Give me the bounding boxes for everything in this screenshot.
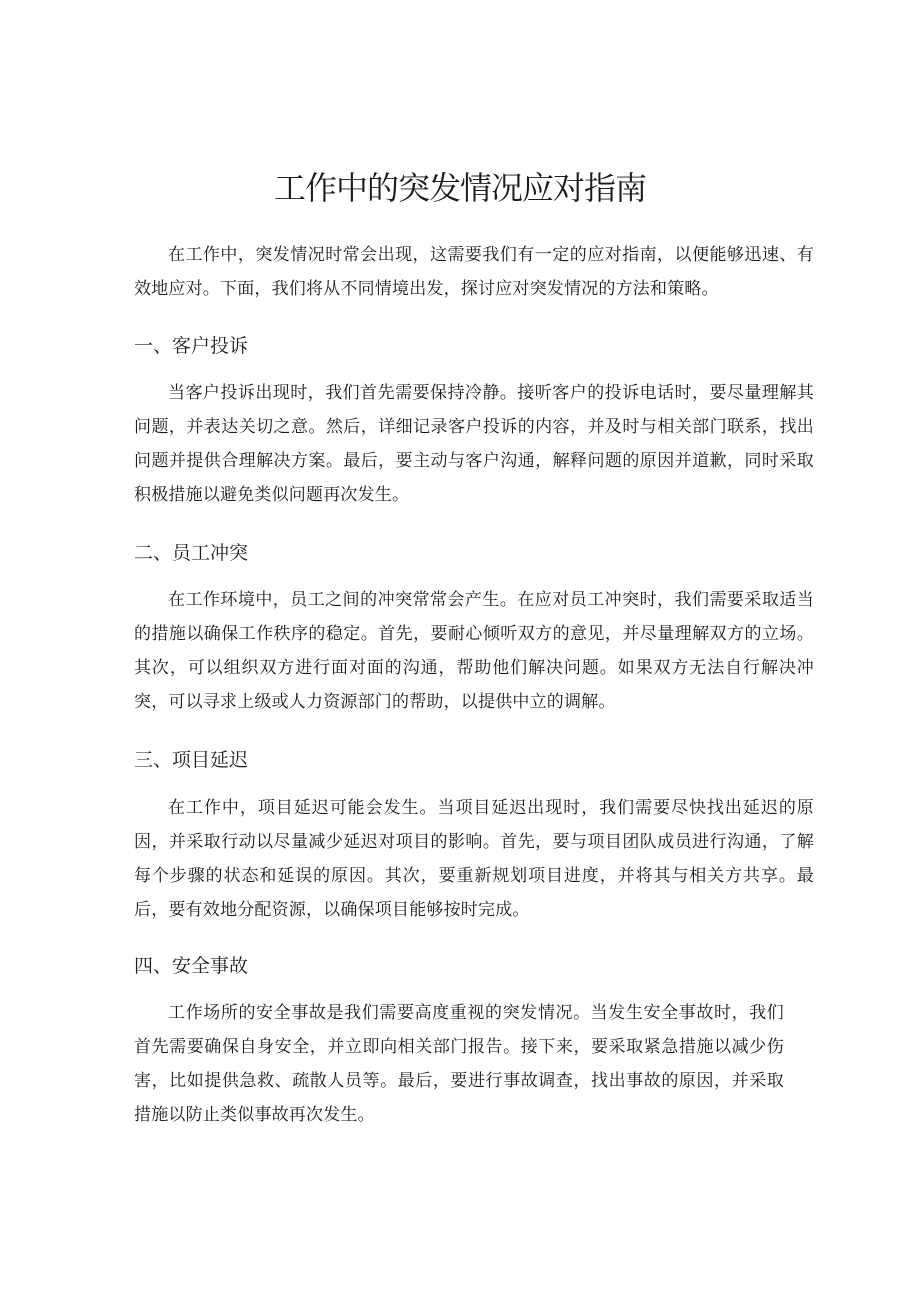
document-title: 工作中的突发情况应对指南 [273,169,646,207]
section-heading-project-delay: 三、项目延迟 [134,749,249,771]
section-heading-employee-conflict: 二、员工冲突 [134,542,249,564]
section-body-employee-conflict: 在工作环境中，员工之间的冲突常常会产生。在应对员工冲突时，我们需要采取适当的措施以确保工作秩序的稳定。首先，要耐心倾听双方的意见，并尽量理解双方的立场。其次，可以组织双方进行面对面的沟通，帮助他们解决问题。如果双方无法自行解决冲突，可以寻求上级或人力资源部门的帮助，以提供中立的调解。 [134,590,814,712]
section-body-safety-accident: 工作场所的安全事故是我们需要高度重视的突发情况。当发生安全事故时，我们首先需要确保自身安全，并立即向相关部门报告。接下来，要采取紧急措施以减少伤害，比如提供急救、疏散人员等。最后，要进行事故调查，找出事故的原因，并采取措施以防止类似事故再次发生。 [134,1003,784,1125]
section-heading-safety-accident: 四、安全事故 [134,955,249,977]
section-heading-customer-complaints: 一、客户投诉 [134,335,249,357]
section-body-project-delay: 在工作中，项目延迟可能会发生。当项目延迟出现时，我们需要尽快找出延迟的原因，并采取行动以尽量减少延迟对项目的影响。首先，要与项目团队成员进行沟通，了解每个步骤的状态和延误的原因。其次，要重新规划项目进度，并将其与相关方共享。最后，要有效地分配资源，以确保项目能够按时完成。 [134,798,814,920]
intro-paragraph: 在工作中，突发情况时常会出现，这需要我们有一定的应对指南，以便能够迅速、有效地应对。下面，我们将从不同情境出发，探讨应对突发情况的方法和策略。 [134,245,814,299]
section-body-customer-complaints: 当客户投诉出现时，我们首先需要保持冷静。接听客户的投诉电话时，要尽量理解其问题，并表达关切之意。然后，详细记录客户投诉的内容，并及时与相关部门联系，找出问题并提供合理解决方案。最后，要主动与客户沟通，解释问题的原因并道歉，同时采取积极措施以避免类似问题再次发生。 [134,383,814,505]
